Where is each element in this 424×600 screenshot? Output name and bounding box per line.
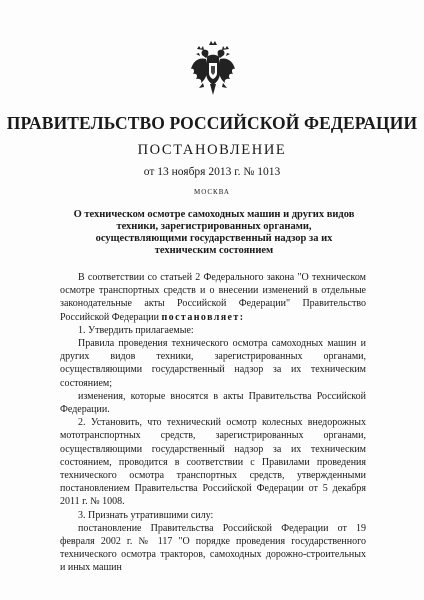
item-1b: изменения, которые вносятся в акты Правительства Российской Федерации. [60, 390, 366, 416]
russian-coat-of-arms-icon [189, 39, 237, 97]
item-3a: постановление Правительства Российской Федерации от 19 февраля 2002 г. № 117 "О порядке проведения государственного технического осмотра тракторов, самоходных дорожно-строительных и иных машин [60, 522, 366, 574]
document-city: МОСКВА [194, 188, 230, 196]
item-1: 1. Утвердить прилагаемые: [78, 324, 194, 336]
item-3: 3. Признать утратившими силу: [78, 509, 214, 521]
document-date-number: от 13 ноября 2013 г. № 1013 [143, 166, 281, 178]
document-body [60, 271, 366, 575]
intro-text: В соответствии со статьей 2 Федерального закона "О техническом осмотре транспортных средств и о внесении изменений в отдельные законодательные акты Российской Федерации" Правительство Российской Федерации [60, 272, 366, 323]
document-title: ПРАВИТЕЛЬСТВО РОССИЙСКОЙ ФЕДЕРАЦИИ [6, 113, 418, 133]
item-2: 2. Установить, что технический осмотр колесных внедорожных мототранспортных средств, зарегистрированных органами, осуществляющими государственный надзор за их техническим состоянием, проводится в соответствии с Правилами проведения технического осмотра транспортных средств, утвержденными постановлением Правительства Российской Федерации от 5 декабря 2011 г. № 1008. [60, 417, 366, 508]
document-heading: О техническом осмотре самоходных машин и других видов техники, зарегистрированных органами, осуществляющими государственный надзор за их техническим состоянием [73, 209, 355, 256]
intro-paragraph [60, 271, 366, 324]
document-type: ПОСТАНОВЛЕНИЕ [137, 142, 287, 158]
decides-keyword: постановляет: [161, 311, 245, 323]
item-1a: Правила проведения технического осмотра самоходных машин и других видов техники, зарегистрированных органами, осуществляющими государственный надзор за их техническим состоянием; [60, 338, 366, 389]
